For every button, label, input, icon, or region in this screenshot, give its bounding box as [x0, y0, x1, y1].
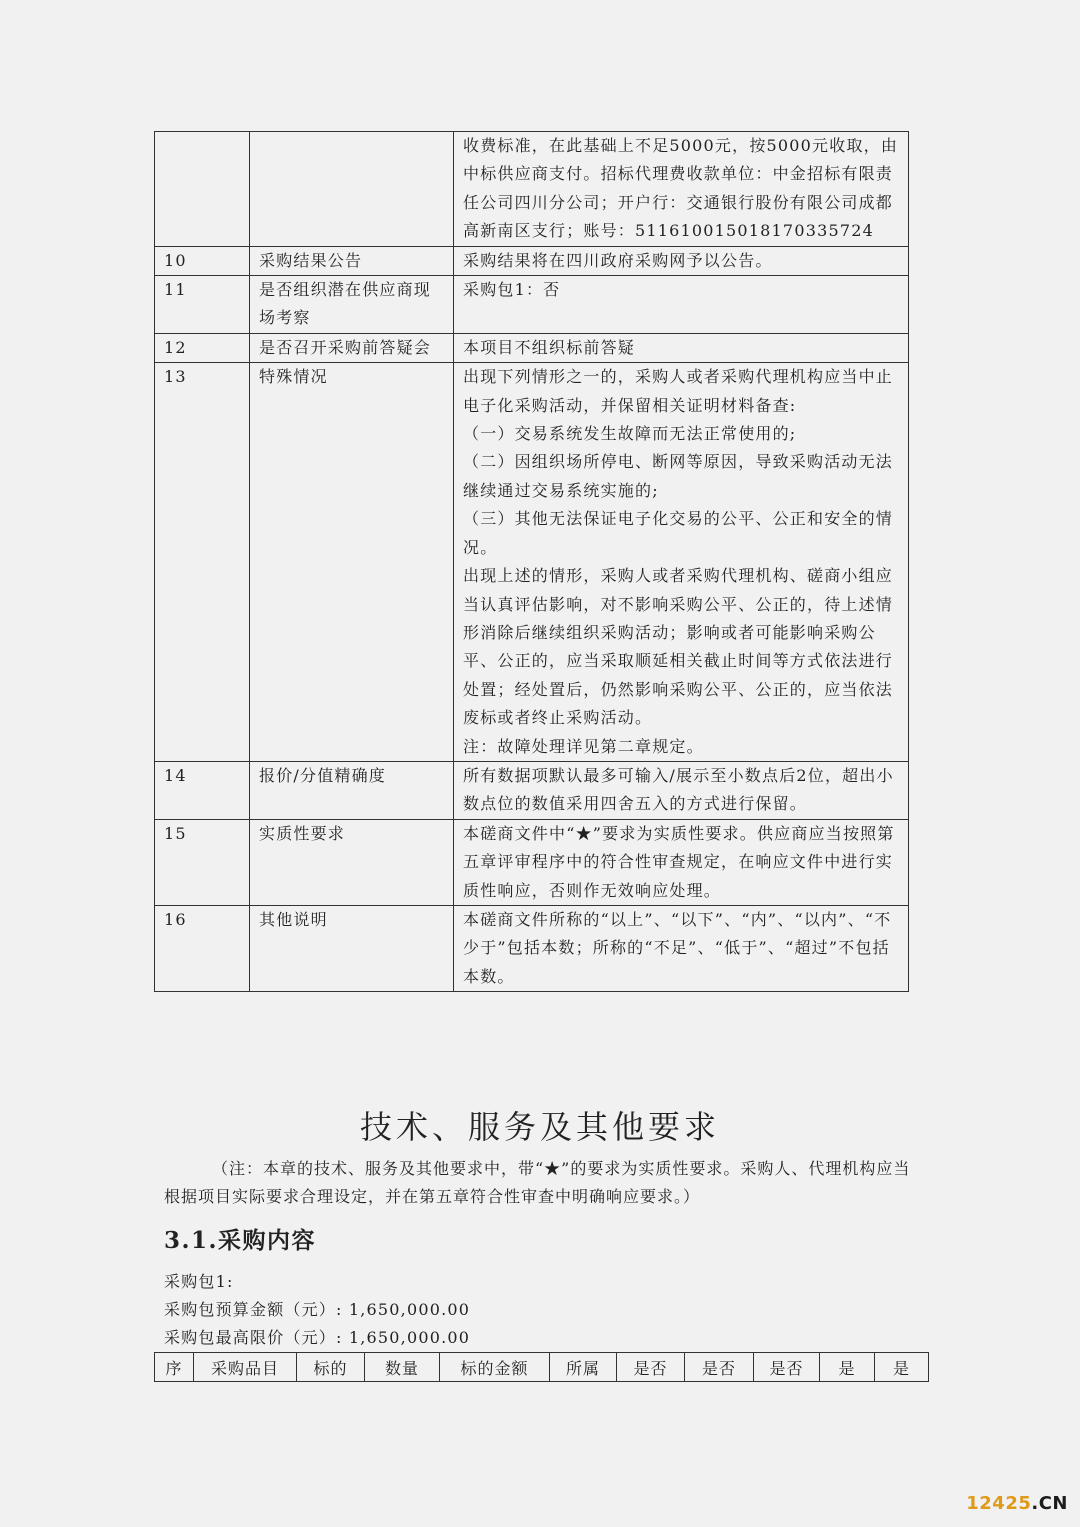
table-row [155, 333, 909, 362]
row-item: 是否组织潜在供应商现场考察 [250, 276, 454, 334]
row-content [454, 819, 909, 905]
row-item: 实质性要求 [250, 819, 454, 905]
site-watermark [966, 1493, 1068, 1514]
row-number: 10 [155, 246, 250, 275]
row-item: 报价/分值精确度 [250, 761, 454, 819]
row-content [454, 761, 909, 819]
header-cell: 是 [820, 1353, 875, 1382]
header-cell: 是否 [754, 1353, 820, 1382]
row-content [454, 132, 909, 247]
row-number [155, 132, 250, 247]
table-row [155, 761, 909, 819]
table-row [155, 132, 909, 247]
row-item: 采购结果公告 [250, 246, 454, 275]
content-paragraph: 注：故障处理详见第二章规定。 [463, 736, 704, 756]
content-paragraph: 本磋商文件中“★”要求为实质性要求。供应商应当按照第五章评审程序中的符合性审查规定，在响应文件中进行实质性响应，否则作无效响应处理。 [463, 823, 895, 900]
header-cell: 数量 [365, 1353, 440, 1382]
chapter-title: 技术、服务及其他要求 [359, 1108, 720, 1146]
header-cell: 标的金额 [440, 1353, 550, 1382]
table-header-row [155, 1353, 929, 1382]
row-content [454, 246, 909, 275]
content-paragraph: 本项目不组织标前答疑 [463, 337, 636, 357]
procurement-info-table [154, 131, 909, 992]
procurement-items-table [154, 1352, 929, 1382]
header-cell: 标的 [297, 1353, 365, 1382]
content-paragraph: 出现上述的情形，采购人或者采购代理机构、磋商小组应当认真评估影响，对不影响采购公平、公正的，待上述情形消除后继续组织采购活动；影响或者可能影响采购公平、公正的，应当采取顺延相关截止时间等方式依法进行处置；经处置后，仍然影响采购公平、公正的，应当依法废标或者终止采购活动。 [463, 566, 894, 728]
row-content [454, 905, 909, 991]
row-item: 是否召开采购前答疑会 [250, 333, 454, 362]
row-number: 15 [155, 819, 250, 905]
watermark-suffix: .CN [1031, 1493, 1068, 1514]
header-cell: 是 [875, 1353, 929, 1382]
section-title: 3.1.采购内容 [164, 1227, 317, 1254]
table-row [155, 905, 909, 991]
content-paragraph: （一）交易系统发生故障而无法正常使用的; [463, 424, 797, 444]
row-content [454, 363, 909, 762]
package-budget: 采购包预算金额（元）: 1,650,000.00 [164, 1300, 471, 1319]
chapter-note: （注：本章的技术、服务及其他要求中，带“★”的要求为实质性要求。采购人、代理机构应当根据项目实际要求合理设定，并在第五章符合性审查中明确响应要求。） [164, 1159, 911, 1206]
table-row [155, 246, 909, 275]
row-item: 其他说明 [250, 905, 454, 991]
content-paragraph: （三）其他无法保证电子化交易的公平、公正和安全的情况。 [463, 509, 894, 557]
header-cell: 采购品目 [194, 1353, 297, 1382]
table-row [155, 819, 909, 905]
content-paragraph: （二）因组织场所停电、断网等原因，导致采购活动无法继续通过交易系统实施的; [463, 452, 894, 500]
header-cell: 序 [155, 1353, 194, 1382]
package-name: 采购包1: [164, 1272, 234, 1291]
row-content [454, 333, 909, 362]
content-paragraph: 本磋商文件所称的“以上”、“以下”、“内”、“以内”、“不少于”包括本数；所称的“不足”、“低于”、“超过”不包括本数。 [463, 909, 892, 986]
watermark-number: 12425 [966, 1493, 1032, 1514]
row-item [250, 132, 454, 247]
package-max-price: 采购包最高限价（元）: 1,650,000.00 [164, 1328, 471, 1347]
content-paragraph: 出现下列情形之一的，采购人或者采购代理机构应当中止电子化采购活动，并保留相关证明材料备查: [463, 367, 894, 415]
row-number: 13 [155, 363, 250, 762]
table-row [155, 363, 909, 762]
row-item: 特殊情况 [250, 363, 454, 762]
content-paragraph: 收费标准，在此基础上不足5000元，按5000元收取，由中标供应商支付。招标代理费收款单位：中金招标有限责任公司四川分公司；开户行：交通银行股份有限公司成都高新南区支行；账号：511610015018170335724 [463, 136, 899, 241]
header-cell: 所属 [550, 1353, 617, 1382]
row-number: 12 [155, 333, 250, 362]
table-row [155, 276, 909, 334]
row-content [454, 276, 909, 334]
content-paragraph: 采购包1：否 [463, 280, 561, 300]
row-number: 11 [155, 276, 250, 334]
content-paragraph: 所有数据项默认最多可输入/展示至小数点后2位，超出小数点位的数值采用四舍五入的方式进行保留。 [463, 765, 894, 814]
header-cell: 是否 [685, 1353, 754, 1382]
row-number: 16 [155, 905, 250, 991]
header-cell: 是否 [617, 1353, 685, 1382]
content-paragraph: 采购结果将在四川政府采购网予以公告。 [463, 250, 773, 270]
row-number: 14 [155, 761, 250, 819]
